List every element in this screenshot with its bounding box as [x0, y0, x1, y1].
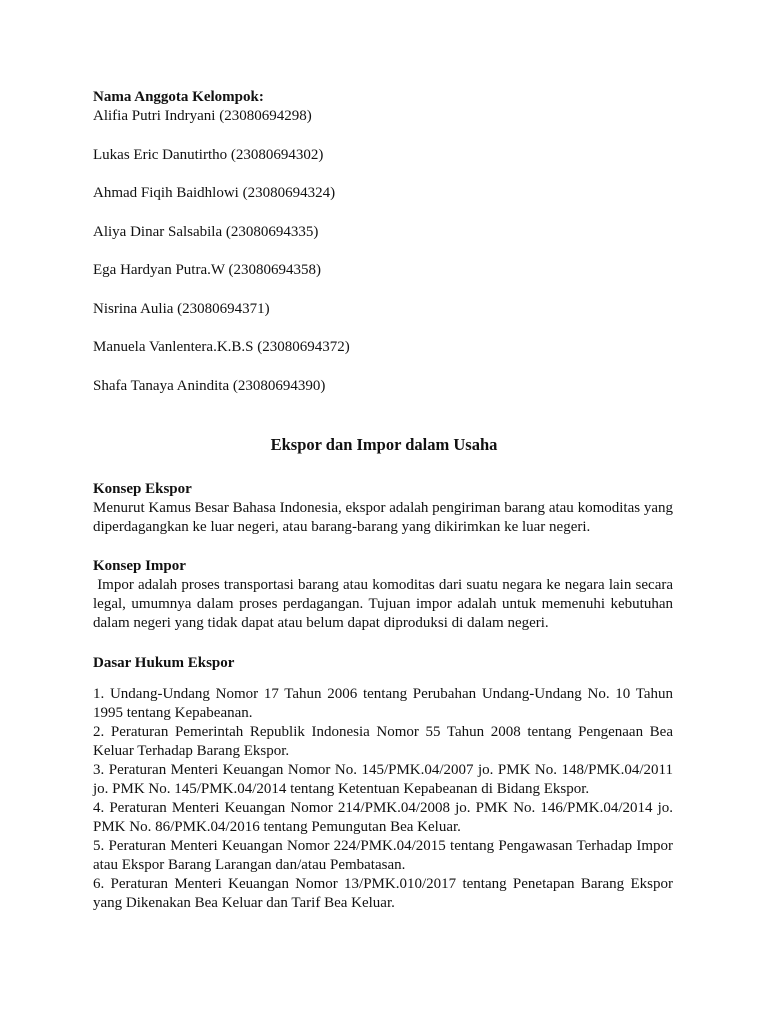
members-heading: Nama Anggota Kelompok:: [93, 89, 264, 105]
document-title: Ekspor dan Impor dalam Usaha: [270, 435, 498, 454]
konsep-impor-heading: Konsep Impor: [93, 558, 186, 574]
member-name: Nisrina Aulia (23080694371): [93, 301, 270, 317]
member-name: Ahmad Fiqih Baidhlowi (23080694324): [93, 185, 336, 201]
list-item: 4. Peraturan Menteri Keuangan Nomor 214/PMK.04/2008 jo. PMK No. 146/PMK.04/2014 jo. PMK No. 86/PMK.04/2016 tentang Pemungutan Bea Keluar.: [93, 800, 673, 835]
konsep-impor-text: Impor adalah proses transportasi barang atau komoditas dari suatu negara ke negara lain secara legal, umumnya dalam proses perdagangan. Tujuan impor adalah untuk memenuhi kebutuhan dalam negeri yang tidak dapat atau belum dapat diproduksi di dalam negeri.: [93, 577, 677, 631]
konsep-ekspor-text: Menurut Kamus Besar Bahasa Indonesia, ekspor adalah pengiriman barang atau komoditas yang diperdagangkan ke luar negeri, atau barang-barang yang dikirimkan ke luar negeri.: [93, 500, 673, 535]
list-item: 1. Undang-Undang Nomor 17 Tahun 2006 tentang Perubahan Undang-Undang No. 10 Tahun 1995 tentang Kepabeanan.: [93, 686, 673, 721]
member-name: Manuela Vanlentera.K.B.S (23080694372): [93, 339, 350, 355]
dasar-hukum-section: [93, 685, 673, 913]
member-name: Shafa Tanaya Anindita (23080694390): [93, 378, 326, 394]
member-name: Alifia Putri Indryani (23080694298): [93, 108, 312, 124]
list-item: 3. Peraturan Menteri Keuangan Nomor No. 145/PMK.04/2007 jo. PMK No. 148/PMK.04/2011 jo. PMK No. 145/PMK.04/2014 tentang Ketentuan Kepabeanan di Bidang Ekspor.: [93, 762, 673, 797]
list-item: 5. Peraturan Menteri Keuangan Nomor 224/PMK.04/2015 tentang Pengawasan Terhadap Impor atau Ekspor Barang Larangan dan/atau Pembatasan.: [93, 838, 673, 873]
konsep-ekspor-heading: Konsep Ekspor: [93, 481, 192, 497]
dasar-hukum-list: [93, 685, 673, 913]
member-name: Ega Hardyan Putra.W (23080694358): [93, 262, 322, 278]
dasar-hukum-heading: Dasar Hukum Ekspor: [93, 655, 235, 671]
list-item: 2. Peraturan Pemerintah Republik Indonesia Nomor 55 Tahun 2008 tentang Pengenaan Bea Keluar Terhadap Barang Ekspor.: [93, 724, 673, 759]
member-name: Lukas Eric Danutirtho (23080694302): [93, 147, 324, 163]
konsep-ekspor-section: [93, 499, 673, 537]
list-item: 6. Peraturan Menteri Keuangan Nomor 13/PMK.010/2017 tentang Penetapan Barang Ekspor yang Dikenakan Bea Keluar dan Tarif Bea Keluar.: [93, 876, 673, 911]
member-name: Aliya Dinar Salsabila (23080694335): [93, 224, 319, 240]
konsep-impor-section: [93, 576, 677, 633]
